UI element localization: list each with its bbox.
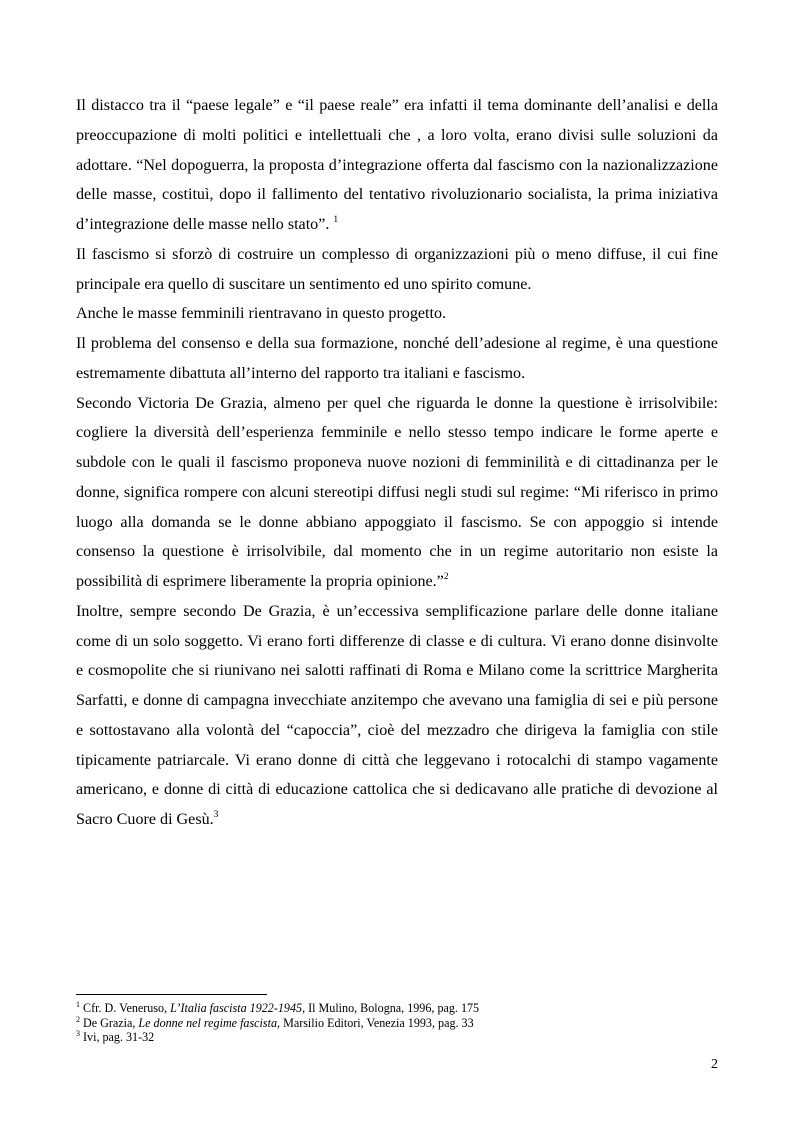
body-text (76, 91, 718, 835)
footnote-ref-1: 1 (333, 215, 339, 225)
footnote-text: , Marsilio Editori, Venezia 1993, pag. 33 (277, 1015, 474, 1030)
footnote-separator (76, 994, 267, 995)
footnote-text: Cfr. D. Veneruso, (80, 1001, 171, 1015)
footnote-2 (76, 1016, 718, 1031)
paragraph-2: Il fascismo si sforzò di costruire un complesso di organizzazioni più o meno diffuse, il cui fine principale era quello di suscitare un sentimento ed uno spirito comune. (76, 245, 718, 293)
footnote-number: 2 (76, 1014, 80, 1024)
paragraph-1-text: Il distacco tra il “paese legale” e “il paese reale” era infatti il tema dominante dell’analisi e della preoccupazione di molti politici e intellettuali che , a loro volta, erano divisi sulle soluzioni da adottare. “Nel dopoguerra, la proposta d’integrazione offerta dal fascismo con la nazionalizzazione delle masse, costituì, dopo il fallimento del tentativo rivoluzionario socialista, la prima iniziativa d’integrazione delle masse nello stato”. (76, 97, 718, 233)
paragraph-4: Il problema del consenso e della sua formazione, nonché dell’adesione al regime, è una questione estremamente dibattuta all’interno del rapporto tra italiani e fascismo. (76, 335, 718, 382)
footnote-ref-2: 2 (443, 572, 449, 582)
paragraph-6 (76, 597, 718, 835)
footnote-book-title: L’Italia fascista 1922-1945 (170, 1001, 303, 1015)
footnote-1 (76, 1001, 718, 1016)
footnote-ref-3: 3 (213, 810, 219, 820)
footnote-book-title: Le donne nel regime fascista (138, 1015, 278, 1030)
footnote-number: 3 (76, 1029, 80, 1039)
paragraph-1 (76, 91, 718, 240)
paragraph-5-text: Secondo Victoria De Grazia, almeno per quel che riguarda le donne la questione è irrisolvibile: cogliere la diversità dell’esperienza femminile e nello stesso tempo indicare le forme aperte e subdole con le quali il fascismo proponeva nuove nozioni di femminilità e di cittadinanza per le donne, significa rompere con alcuni stereotipi diffusi negli studi sul regime: “Mi riferisco in primo luogo alla domanda se le donne abbiano appoggiato il fascismo. Se con appoggio si intende consenso la questione è irrisolvibile, dal momento che in un regime autoritario non esiste la possibilità di esprimere liberamente la propria opinione.” (76, 394, 718, 590)
footnote-text: De Grazia, (80, 1015, 139, 1030)
page-number: 2 (711, 1057, 718, 1072)
paragraph-6-text: Inoltre, sempre secondo De Grazia, è un’eccessiva semplificazione parlare delle donne italiane come di un solo soggetto. Vi erano forti differenze di classe e di cultura. Vi erano donne disinvolte e cosmopolite che si riunivano nei salotti raffinati di Roma e Milano come la scrittrice Margherita Sarfatti, e donne di campagna invecchiate anzitempo che avevano una famiglia di sei e più persone e sottostavano alla volontà del “capoccia”, cioè del mezzadro che dirigeva la famiglia con stile tipicamente patriarcale. Vi erano donne di città che leggevano i rotocalchi di stampo vagamente americano, e donne di città di educazione cattolica che si dedicavano alle pratiche di devozione al Sacro Cuore di Gesù. (76, 602, 718, 828)
footnote-number: 1 (76, 1000, 80, 1009)
footnotes (76, 1001, 718, 1045)
paragraph-3: Anche le masse femminili rientravano in questo progetto. (76, 305, 447, 323)
footnote-text: Ivi, pag. 31-32 (80, 1030, 155, 1045)
footnote-3 (76, 1030, 718, 1045)
paragraph-5 (76, 389, 718, 597)
footnote-text: , Il Mulino, Bologna, 1996, pag. 175 (302, 1001, 480, 1015)
